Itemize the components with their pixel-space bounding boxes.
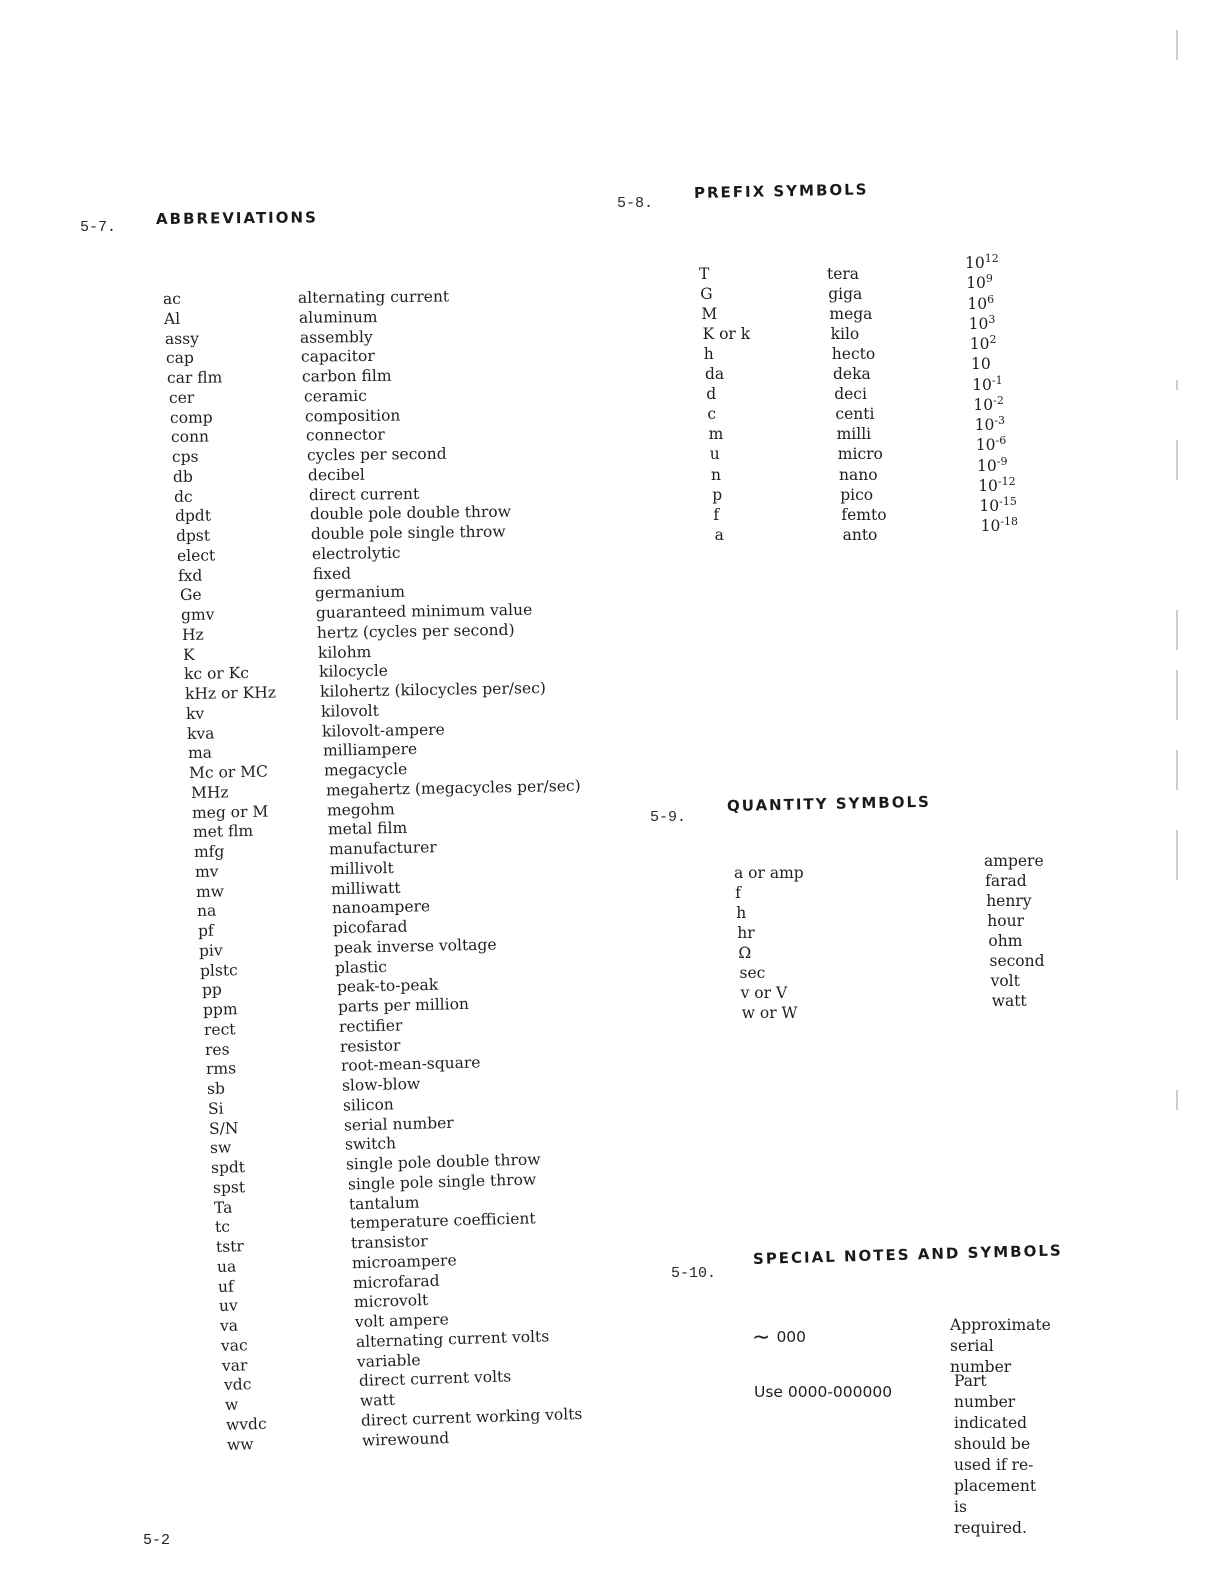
prefix-factor-exponent: -18 — [1000, 515, 1019, 529]
prefix-factor-base: 10 — [966, 274, 986, 293]
quantity-symbol: sec — [739, 964, 766, 982]
abbreviation-meaning: kilohm — [317, 642, 372, 662]
special-section-number: 5-10. — [671, 1265, 717, 1282]
abbreviation-meaning: guaranteed minimum value — [315, 600, 532, 622]
abbreviation-meaning: microvolt — [353, 1291, 429, 1312]
abbreviation-term: cap — [166, 348, 195, 368]
abbreviation-meaning: composition — [304, 405, 401, 426]
special-note-description: Part number indicated should be used if re- placement is required. — [954, 1372, 1037, 1537]
prefix-factor-exponent: -1 — [991, 373, 1003, 387]
abbreviation-term: var — [222, 1355, 249, 1375]
prefix-factor — [965, 253, 999, 273]
prefix-name: tera — [827, 265, 860, 283]
abbreviation-meaning: decibel — [307, 465, 365, 485]
abbreviation-row — [222, 1350, 422, 1376]
abbreviation-meaning: fixed — [313, 564, 352, 583]
abbreviation-term: uv — [218, 1296, 239, 1316]
prefix-factor — [975, 415, 1005, 435]
prefix-factor — [977, 456, 1007, 476]
abbreviation-term: na — [196, 901, 217, 921]
prefix-symbol: c — [707, 405, 717, 424]
prefix-factor — [966, 273, 993, 293]
abbreviation-meaning: microampere — [351, 1251, 457, 1272]
abbreviation-term: tc — [214, 1217, 230, 1237]
prefix-factor-base: 10 — [971, 355, 991, 374]
prefix-factor-exponent: 3 — [988, 312, 996, 326]
abbreviation-term: va — [219, 1316, 239, 1335]
abbreviation-row — [219, 1310, 450, 1336]
abbreviation-row — [215, 1232, 428, 1257]
abbreviation-row — [225, 1404, 583, 1435]
prefix-factor-exponent: -6 — [995, 434, 1007, 448]
abbreviation-term: assy — [165, 329, 200, 348]
abbreviation-term: mfg — [193, 842, 225, 861]
quantity-unit: hour — [987, 912, 1025, 930]
abbreviation-meaning: parts per million — [337, 994, 469, 1016]
abbreviation-meaning: wirewound — [361, 1428, 450, 1450]
abbreviation-row — [218, 1291, 429, 1316]
prefix-name: giga — [828, 285, 863, 304]
prefix-factor-base: 10 — [967, 294, 988, 313]
abbreviation-term: tstr — [215, 1237, 244, 1256]
abbreviation-term: mv — [194, 862, 219, 881]
abbreviation-term: wvdc — [225, 1414, 267, 1434]
abbreviation-term: S/N — [208, 1118, 239, 1138]
abbreviation-term: gmv — [180, 605, 215, 624]
abbreviation-term: vac — [221, 1335, 249, 1355]
abbreviation-term: cer — [168, 388, 194, 407]
prefix-factor — [976, 435, 1006, 455]
abbreviation-meaning: rectifier — [338, 1016, 403, 1036]
prefix-symbol: K or k — [702, 325, 751, 344]
abbreviation-term: uf — [217, 1277, 234, 1296]
abbreviation-term: Mc or MC — [189, 762, 269, 782]
quantity-unit: ampere — [984, 852, 1044, 870]
abbreviation-row — [213, 1193, 420, 1218]
abbreviation-meaning: picofarad — [332, 917, 408, 938]
abbreviations-section-title: ABBREVIATIONS — [155, 208, 318, 228]
abbreviation-term: comp — [169, 408, 213, 427]
abbreviation-term: pf — [197, 921, 215, 940]
abbreviation-meaning: alternating current volts — [355, 1327, 550, 1351]
special-note-symbol: ∼ 000 — [752, 1325, 807, 1350]
abbreviation-term: kc or Kc — [183, 664, 249, 684]
quantity-section-title: QUANTITY SYMBOLS — [726, 792, 932, 815]
abbreviation-meaning: carbon film — [302, 366, 392, 386]
abbreviation-row — [224, 1390, 395, 1415]
abbreviation-meaning: microfarad — [352, 1271, 440, 1292]
abbreviation-meaning: transistor — [350, 1232, 428, 1253]
abbreviation-term: ua — [216, 1257, 237, 1276]
abbreviation-term: rect — [203, 1020, 236, 1039]
prefix-factor-exponent: -2 — [993, 393, 1004, 407]
abbreviation-term: w — [224, 1395, 239, 1414]
abbreviation-row — [210, 1134, 397, 1158]
prefix-factor-base: 10 — [979, 497, 1000, 515]
special-note-symbol: Use 0000-000000 — [754, 1383, 893, 1401]
abbreviation-meaning: aluminum — [299, 307, 378, 327]
prefix-factor-base: 10 — [973, 395, 994, 414]
abbreviation-term: ma — [188, 743, 213, 763]
scan-margin-marks — [1176, 20, 1186, 1420]
abbreviation-meaning: resistor — [339, 1035, 401, 1056]
abbreviation-row — [216, 1251, 457, 1277]
special-section-title: SPECIAL NOTES AND SYMBOLS — [752, 1241, 1063, 1268]
abbreviation-meaning: germanium — [314, 582, 405, 603]
quantity-unit: ohm — [988, 932, 1023, 950]
abbreviation-meaning: metal film — [327, 819, 408, 839]
abbreviations-section-number: 5-7. — [80, 219, 117, 236]
abbreviation-meaning: megohm — [326, 799, 395, 819]
abbreviation-term: mw — [195, 881, 225, 901]
prefix-symbol: da — [705, 365, 725, 384]
prefix-name: pico — [840, 485, 874, 504]
abbreviation-meaning: direct current — [308, 484, 420, 504]
abbreviation-meaning: volt ampere — [354, 1310, 450, 1332]
prefix-symbol: a — [714, 525, 724, 544]
abbreviation-term: Al — [164, 309, 181, 328]
abbreviation-term: spdt — [211, 1158, 246, 1177]
prefix-symbol: T — [699, 265, 710, 283]
quantity-section-number: 5-9. — [650, 809, 687, 826]
prefix-factor-base: 10 — [974, 416, 995, 434]
abbreviation-row — [223, 1367, 511, 1395]
abbreviation-meaning: double pole single throw — [311, 522, 506, 544]
prefix-name: deka — [833, 365, 871, 384]
prefix-factor — [971, 354, 991, 374]
prefix-factor-base: 10 — [968, 314, 989, 333]
abbreviation-meaning: switch — [345, 1134, 397, 1154]
prefix-factor-base: 10 — [972, 375, 992, 394]
abbreviation-meaning: hertz (cycles per second) — [316, 620, 515, 642]
prefix-symbol: n — [711, 465, 721, 484]
prefix-name: deci — [834, 385, 867, 404]
abbreviation-meaning: cycles per second — [306, 444, 447, 465]
abbreviation-meaning: slow-blow — [341, 1074, 421, 1095]
prefix-name: micro — [837, 445, 883, 464]
abbreviation-meaning: watt — [359, 1390, 395, 1410]
prefix-factor-exponent: -3 — [994, 414, 1006, 427]
abbreviation-meaning: single pole double throw — [346, 1150, 542, 1174]
abbreviation-meaning: kilocycle — [318, 661, 388, 682]
prefix-factor-exponent: 12 — [984, 252, 999, 265]
prefix-name: milli — [836, 425, 872, 444]
abbreviation-term: Ta — [213, 1198, 233, 1217]
abbreviation-term: met flm — [192, 822, 253, 842]
quantity-symbol: Ω — [738, 944, 752, 962]
abbreviation-term: car flm — [167, 368, 223, 387]
prefix-factor-base: 10 — [980, 517, 1001, 536]
prefix-factor — [969, 314, 996, 334]
abbreviation-row — [212, 1170, 536, 1198]
prefix-factor-exponent: 9 — [985, 272, 993, 286]
prefix-factor-exponent: 2 — [989, 333, 997, 346]
abbreviation-meaning: double pole double throw — [309, 502, 512, 524]
quantity-unit: second — [989, 952, 1045, 970]
abbreviation-term: plstc — [200, 960, 239, 980]
prefix-factor-base: 10 — [978, 476, 998, 495]
prefix-factor — [967, 294, 994, 314]
abbreviation-meaning: direct current volts — [358, 1367, 511, 1391]
prefix-symbol: d — [706, 385, 717, 404]
abbreviation-meaning: peak inverse voltage — [334, 935, 498, 957]
quantity-symbol: h — [736, 904, 747, 922]
abbreviation-term: K — [182, 645, 195, 664]
quantity-unit: henry — [986, 892, 1032, 910]
abbreviation-term: kv — [185, 704, 205, 723]
abbreviation-meaning: kilovolt — [320, 701, 380, 721]
abbreviation-meaning: serial number — [343, 1113, 455, 1135]
abbreviation-meaning: plastic — [335, 957, 388, 977]
prefix-section-number: 5-8. — [617, 195, 654, 212]
abbreviation-meaning: kilohertz (kilocycles per/sec) — [319, 679, 547, 701]
abbreviation-row — [217, 1271, 440, 1297]
prefix-factor-exponent: -15 — [999, 495, 1017, 508]
abbreviation-term: ww — [226, 1434, 254, 1454]
abbreviation-term: dc — [173, 487, 193, 506]
prefix-name: mega — [829, 305, 873, 324]
abbreviation-meaning: megacycle — [324, 760, 408, 780]
special-note-description: Approximate serial number — [950, 1316, 1051, 1376]
abbreviation-term: ppm — [202, 1000, 238, 1019]
abbreviation-term: Ge — [179, 585, 202, 605]
abbreviation-meaning: megahertz (megacycles per/sec) — [325, 776, 581, 800]
abbreviation-meaning: assembly — [300, 327, 373, 347]
abbreviation-meaning: silicon — [342, 1095, 395, 1115]
abbreviation-meaning: capacitor — [301, 347, 376, 366]
prefix-factor-exponent: 6 — [987, 292, 995, 306]
abbreviation-row — [226, 1428, 450, 1455]
abbreviation-term: rms — [205, 1059, 237, 1079]
abbreviation-row — [214, 1209, 536, 1237]
abbreviation-meaning: millivolt — [329, 858, 394, 879]
prefix-symbol: u — [709, 445, 720, 464]
abbreviation-term: kHz or KHz — [184, 683, 277, 703]
abbreviation-term: fxd — [178, 566, 203, 585]
quantity-symbol: a or amp — [734, 864, 804, 882]
abbreviation-meaning: peak-to-peak — [336, 975, 438, 997]
abbreviation-term: elect — [177, 546, 216, 565]
abbreviation-term: Si — [207, 1099, 224, 1118]
prefix-name: anto — [842, 525, 878, 544]
prefix-section-title: PREFIX SYMBOLS — [693, 180, 869, 202]
prefix-name: nano — [839, 465, 878, 484]
prefix-factor — [973, 395, 1003, 415]
abbreviation-term: spst — [212, 1177, 245, 1197]
page-number: 5-2 — [143, 1532, 171, 1549]
prefix-name: centi — [835, 405, 875, 424]
abbreviation-term: db — [172, 467, 193, 486]
prefix-symbol: h — [703, 345, 714, 364]
abbreviation-meaning: kilovolt-ampere — [322, 720, 446, 741]
prefix-factor-base: 10 — [977, 456, 997, 475]
quantity-symbol: w or W — [741, 1004, 798, 1022]
abbreviation-meaning: direct current working volts — [360, 1404, 583, 1430]
abbreviation-meaning: ceramic — [303, 386, 367, 406]
abbreviation-meaning: alternating current — [297, 287, 450, 307]
prefix-symbol: m — [708, 425, 724, 444]
quantity-symbol: hr — [737, 924, 755, 942]
abbreviation-term: dpst — [176, 526, 211, 545]
abbreviation-meaning: nanoampere — [331, 897, 431, 918]
quantity-unit: farad — [985, 872, 1027, 890]
abbreviation-term: piv — [199, 941, 224, 960]
abbreviation-term: meg or M — [191, 802, 269, 822]
prefix-factor-exponent: -12 — [997, 474, 1016, 488]
prefix-symbol: f — [713, 505, 720, 524]
prefix-factor — [979, 496, 1016, 516]
abbreviation-meaning: tantalum — [348, 1193, 420, 1213]
prefix-symbol: G — [700, 285, 713, 304]
prefix-symbol: p — [712, 485, 723, 504]
prefix-factor — [981, 516, 1018, 536]
abbreviation-row — [221, 1327, 550, 1356]
prefix-factor-base: 10 — [975, 436, 996, 455]
quantity-unit: volt — [990, 972, 1020, 990]
quantity-unit: watt — [991, 992, 1027, 1010]
abbreviation-term: dpdt — [174, 506, 212, 526]
abbreviation-meaning: variable — [357, 1350, 422, 1371]
abbreviation-term: kva — [187, 724, 215, 743]
quantity-symbol: f — [735, 884, 741, 902]
prefix-factor-base: 10 — [965, 254, 985, 272]
prefix-factor-base: 10 — [969, 335, 990, 353]
abbreviation-meaning: root-mean-square — [340, 1053, 481, 1076]
prefix-factor — [978, 476, 1015, 496]
prefix-name: kilo — [830, 325, 860, 344]
abbreviation-row — [211, 1150, 542, 1178]
abbreviation-meaning: single pole single throw — [347, 1170, 536, 1194]
abbreviation-row — [208, 1113, 455, 1139]
abbreviation-term: res — [204, 1039, 230, 1059]
abbreviation-term: conn — [170, 427, 209, 447]
abbreviation-term: pp — [201, 980, 222, 1000]
quantity-symbol: v or V — [740, 984, 788, 1002]
abbreviation-meaning: connector — [305, 425, 385, 445]
abbreviation-term: ac — [162, 289, 181, 308]
abbreviation-term: vdc — [223, 1375, 252, 1395]
abbreviation-meaning: milliwatt — [330, 878, 401, 898]
abbreviation-meaning: temperature coefficient — [349, 1209, 536, 1233]
abbreviation-term: MHz — [190, 783, 229, 802]
abbreviation-term: sw — [210, 1138, 232, 1158]
abbreviation-meaning: manufacturer — [328, 838, 437, 859]
prefix-name: hecto — [831, 345, 876, 364]
prefix-factor — [972, 375, 1002, 395]
abbreviation-meaning: milliampere — [323, 740, 418, 760]
prefix-name: femto — [841, 505, 887, 524]
prefix-factor — [970, 334, 997, 354]
tilde-icon: ∼ — [752, 1325, 771, 1350]
prefix-factor-exponent: -9 — [996, 454, 1008, 468]
abbreviation-meaning: electrolytic — [312, 543, 401, 563]
abbreviation-term: sb — [206, 1079, 226, 1098]
abbreviation-term: Hz — [181, 625, 204, 644]
abbreviation-term: cps — [171, 447, 199, 466]
prefix-symbol: M — [701, 305, 718, 324]
